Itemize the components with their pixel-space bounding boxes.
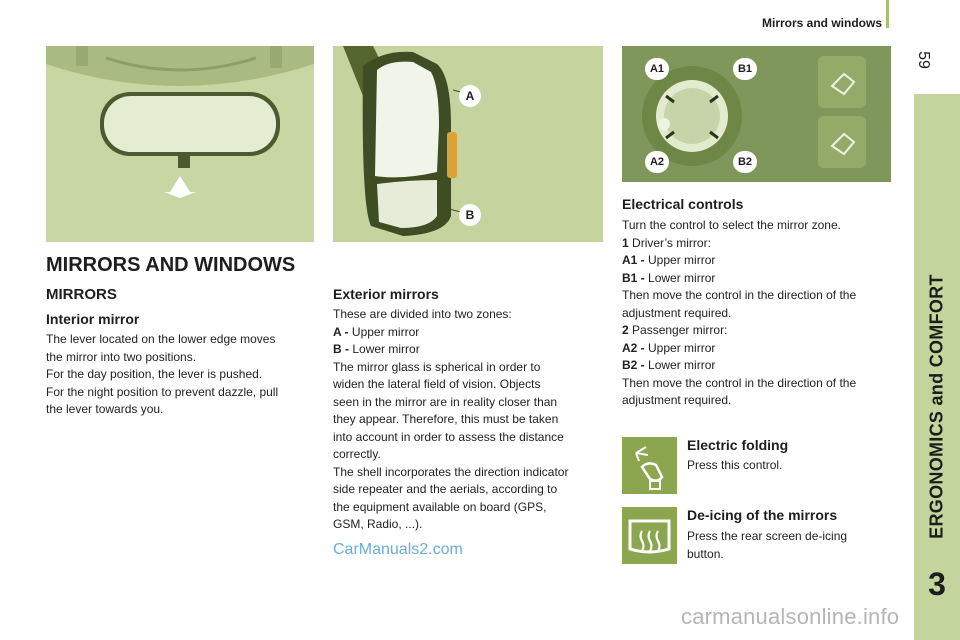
deicing-heading: De-icing of the mirrors	[687, 507, 838, 523]
label-b1-badge: B1	[733, 58, 757, 80]
text-line: adjustment required.	[622, 305, 732, 320]
a1-line: A1 - Upper mirror	[622, 253, 716, 267]
exterior-mirrors-text	[333, 306, 608, 534]
text-line: the lever towards you.	[46, 402, 164, 416]
page-title: MIRRORS AND WINDOWS	[46, 254, 296, 276]
zone-a-line: A - Upper mirror	[333, 324, 420, 339]
text-line: adjustment required.	[622, 393, 732, 407]
page-number: 59	[915, 51, 932, 69]
text-line: they appear. Therefore, this must be taken	[333, 412, 559, 426]
folding-mirror-icon	[622, 437, 677, 494]
label-a2-badge: A2	[645, 151, 669, 173]
deicing-icon	[622, 507, 677, 564]
deicing-text	[687, 528, 847, 563]
text-line: widen the lateral field of vision. Objects	[333, 377, 541, 391]
text-line: GSM, Radio, ...).	[333, 517, 423, 531]
text-line: the mirror into two positions.	[46, 349, 197, 364]
chapter-title: ERGONOMICS and COMFORT	[926, 274, 947, 539]
text-line: Press the rear screen de-icing	[687, 529, 848, 543]
interior-mirror-text	[46, 331, 316, 419]
text-line: correctly.	[333, 447, 381, 461]
text-line: These are divided into two zones:	[333, 307, 512, 321]
zone-b-line: B - Lower mirror	[333, 342, 420, 356]
header-rule	[886, 0, 889, 28]
mirrors-subtitle: MIRRORS	[46, 286, 117, 303]
text-line: The mirror glass is spherical in order to	[333, 359, 541, 374]
watermark-carmanuals2: CarManuals2.com	[333, 541, 463, 558]
exterior-mirrors-heading: Exterior mirrors	[333, 286, 439, 302]
interior-mirror-heading: Interior mirror	[46, 311, 140, 327]
label-a1-badge: A1	[645, 58, 669, 80]
text-line: the equipment available on board (GPS,	[333, 499, 547, 514]
passenger-line: 2 Passenger mirror:	[622, 323, 728, 337]
electric-folding-text: Press this control.	[687, 458, 783, 472]
text-line: seen in the mirror are in reality closer than	[333, 394, 558, 409]
text-line: side repeater and the aerials, according to	[333, 482, 558, 496]
b2-line: B2 - Lower mirror	[622, 358, 716, 372]
b1-line: B1 - Lower mirror	[622, 270, 716, 285]
electrical-controls-text	[622, 217, 897, 410]
electric-folding-heading: Electric folding	[687, 437, 789, 453]
text-line: For the night position to prevent dazzle, pull	[46, 384, 279, 399]
chapter-number: 3	[928, 566, 946, 602]
watermark-carmanualsonline: carmanualsonline.info	[681, 604, 900, 629]
text-line: The lever located on the lower edge moves	[46, 332, 276, 346]
text-line: The shell incorporates the direction indicator	[333, 464, 569, 479]
running-header: Mirrors and windows	[761, 16, 882, 30]
text-line: Then move the control in the direction of the	[622, 288, 857, 302]
label-a-badge: A	[459, 85, 481, 107]
text-line: into account in order to assess the distance	[333, 429, 564, 444]
text-line: button.	[687, 546, 724, 561]
text-line: Then move the control in the direction of the	[622, 375, 857, 390]
text-line: Turn the control to select the mirror zone.	[622, 218, 841, 232]
electrical-controls-heading: Electrical controls	[622, 196, 744, 212]
a2-line: A2 - Upper mirror	[622, 340, 716, 355]
interior-mirror-photo	[46, 46, 314, 242]
label-b2-badge: B2	[733, 151, 757, 173]
text-line: For the day position, the lever is pushed.	[46, 367, 263, 381]
label-b-badge: B	[459, 204, 481, 226]
driver-line: 1 Driver’s mirror:	[622, 235, 711, 250]
